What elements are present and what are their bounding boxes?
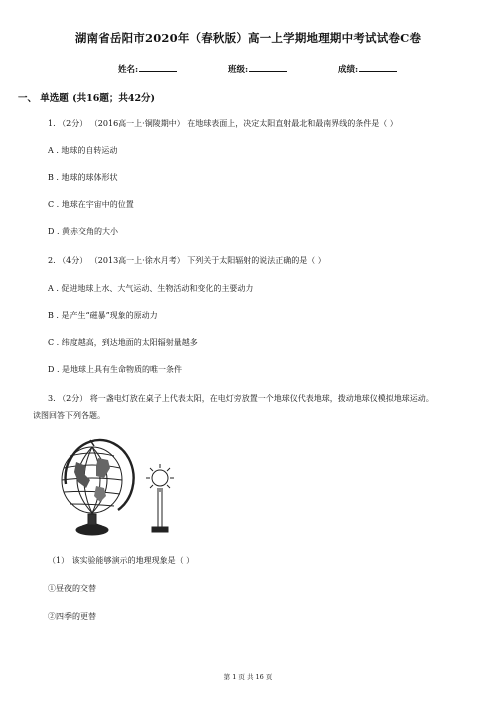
question-3-stem-line2: 读图回答下列各题。 (33, 411, 105, 420)
globe-icon (62, 440, 134, 535)
q2-option-a: A . 促进地球上水、大气运动、生物活动和变化的主要动力 (48, 284, 254, 293)
name-field (118, 62, 177, 75)
student-info-row (0, 62, 496, 76)
q2-option-d: D . 是地球上具有生命物质的唯一条件 (48, 365, 183, 374)
question-3-stem-line1: 3. （2分） 将一盏电灯放在桌子上代表太阳，在电灯旁放置一个地球仪代表地球，拨动地球仪模拟地球运动。 (48, 394, 434, 403)
class-field (228, 62, 287, 75)
class-blank (249, 62, 287, 72)
q1-option-a: A . 地球的自转运动 (48, 146, 118, 155)
score-label: 成绩: (338, 65, 359, 75)
q1-option-b: B . 地球的球体形状 (48, 173, 118, 182)
question-3-sub1: （1） 该实验能够演示的地理现象是（ ） (48, 556, 195, 565)
name-blank (139, 62, 177, 72)
class-label: 班级: (228, 65, 249, 75)
globe-lamp-illustration (46, 432, 196, 544)
q3-sub1-item-2: ②四季的更替 (48, 612, 96, 621)
globe-lamp-figure (46, 432, 196, 544)
q3-sub1-item-1: ①昼夜的交替 (48, 584, 96, 593)
q2-option-c: C . 纬度越高，到达地面的太阳辐射量越多 (48, 338, 198, 347)
section-heading: 一、 单选题 (共16题；共42分) (18, 93, 156, 104)
score-field (338, 62, 397, 75)
page-footer: 第 1 页 共 16 页 (223, 673, 273, 681)
q2-option-b: B . 是产生“磁暴”现象的原动力 (48, 311, 158, 320)
question-1-stem: 1. （2分） （2016高一上·铜陵期中） 在地球表面上，决定太阳直射最北和最南界线的条件是（ ） (48, 119, 398, 128)
lamp-icon (146, 464, 174, 532)
page-title: 湖南省岳阳市2020年（春秋版）高一上学期地理期中考试试卷C卷 (74, 31, 422, 45)
name-label: 姓名: (118, 65, 139, 75)
q1-option-c: C . 地球在宇宙中的位置 (48, 200, 134, 209)
question-2-stem: 2. （4分） （2013高一上·徐水月考） 下列关于太阳辐射的说法正确的是（ ） (48, 256, 326, 265)
score-blank (359, 62, 397, 72)
q1-option-d: D . 黄赤交角的大小 (48, 227, 119, 236)
